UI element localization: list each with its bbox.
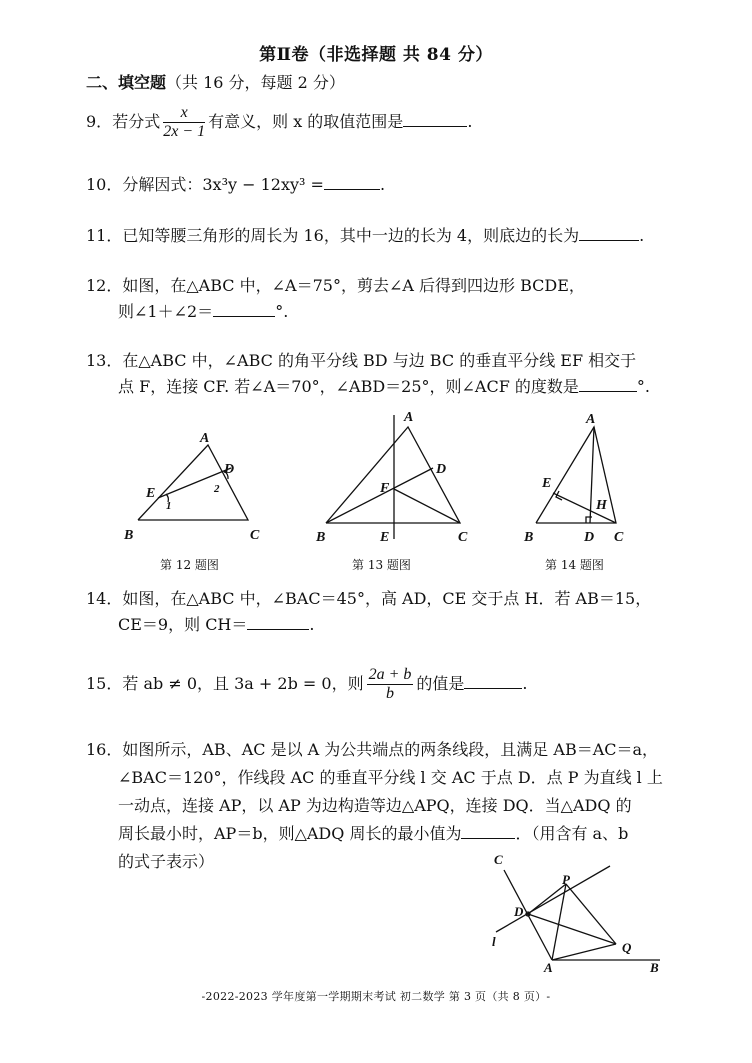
question-11 xyxy=(86,223,644,249)
answer-blank[interactable] xyxy=(403,110,467,127)
figure-16 xyxy=(486,848,686,978)
label: A xyxy=(544,960,553,975)
label: F xyxy=(380,481,390,496)
fraction-numerator: x xyxy=(163,104,205,123)
answer-blank[interactable] xyxy=(324,173,380,190)
label: B xyxy=(524,530,534,545)
question-number: 16． xyxy=(86,740,123,759)
figure-12-labels xyxy=(123,431,260,543)
question-number: 12． xyxy=(86,276,123,295)
answer-blank[interactable] xyxy=(213,300,275,317)
label: P xyxy=(562,872,570,887)
geometry-figures-row xyxy=(110,405,670,555)
label: B xyxy=(316,530,326,545)
label: l xyxy=(492,934,496,949)
question-text: 点 F，连接 CF. 若∠A＝70°，∠ABD＝25°，则∠ACF 的度数是 xyxy=(118,377,579,396)
answer-blank[interactable] xyxy=(579,224,639,241)
question-end: . xyxy=(309,615,315,634)
figure-12-caption: 第 12 题图 xyxy=(160,558,219,572)
question-end: . xyxy=(379,175,386,194)
figure-13-caption: 第 13 题图 xyxy=(352,558,411,572)
label: D xyxy=(584,530,595,545)
question-end: . xyxy=(522,674,528,693)
fraction-numerator: 2a + b xyxy=(368,666,412,683)
question-text: 如图，在△ABC 中，∠BAC＝45°，高 AD，CE 交于点 H．若 AB＝15， xyxy=(122,589,652,608)
question-12 xyxy=(86,273,585,325)
question-text: CE＝9，则 CH＝ xyxy=(118,615,248,634)
question-text: 若 ab ≠ 0，且 3a + 2b = 0，则 xyxy=(122,674,364,693)
question-text: 在△ABC 中，∠ABC 的角平分线 BD 与边 BC 的垂直平分线 EF 相交于 xyxy=(122,351,637,370)
label: E xyxy=(146,486,156,501)
question-number: 13． xyxy=(86,351,123,370)
question-text: 周长最小时，AP＝b，则△ADQ 周长的最小值为 xyxy=(118,824,462,843)
question-number: 15． xyxy=(86,674,123,693)
label: D xyxy=(436,462,447,477)
label: C xyxy=(494,852,503,867)
label: D xyxy=(514,904,524,919)
figure-13-labels xyxy=(315,410,468,545)
label: C xyxy=(250,528,260,543)
question-text: 若分式 xyxy=(112,112,161,131)
question-number: 14． xyxy=(86,589,123,608)
question-9 xyxy=(86,104,472,141)
fraction-denominator: 2x − 1 xyxy=(163,123,206,140)
question-text: 有意义，则 x 的取值范围是 xyxy=(208,112,404,131)
figure-14-caption: 第 14 题图 xyxy=(545,558,604,572)
figure-14-labels xyxy=(523,412,624,545)
label: B xyxy=(124,528,134,543)
question-text: 的值是 xyxy=(416,674,465,693)
question-end: . xyxy=(639,226,645,245)
label: 1 xyxy=(166,500,172,512)
figure-12 xyxy=(138,445,248,520)
fraction-denominator: b xyxy=(385,685,394,702)
label: C xyxy=(458,530,468,545)
question-14 xyxy=(86,586,651,638)
section-note: （共 16 分，每题 2 分） xyxy=(166,73,345,92)
question-13 xyxy=(86,348,650,400)
question-text: ．（用含有 a、b xyxy=(515,824,629,843)
figure-13 xyxy=(326,415,460,539)
question-text: 则∠1＋∠2＝ xyxy=(118,302,214,321)
label: A xyxy=(200,431,210,446)
question-end: °. xyxy=(636,377,651,396)
section-heading xyxy=(86,70,345,93)
question-number: 11． xyxy=(86,226,123,245)
label: B xyxy=(650,960,659,975)
label: D xyxy=(224,462,235,477)
question-text: 如图，在△ABC 中，∠A＝75°，剪去∠A 后得到四边形 BCDE， xyxy=(122,276,585,295)
question-text: 如图所示，AB、AC 是以 A 为公共端点的两条线段，且满足 AB＝AC＝a， xyxy=(122,740,659,759)
fraction xyxy=(367,666,414,703)
answer-blank[interactable] xyxy=(579,375,637,392)
question-10 xyxy=(86,172,385,198)
label: A xyxy=(586,412,596,427)
label: E xyxy=(380,530,390,545)
label: C xyxy=(614,530,624,545)
question-number: 9． xyxy=(86,112,113,131)
question-text: 一动点，连接 AP，以 AP 为边构造等边△APQ，连接 DQ．当△ADQ 的 xyxy=(118,796,632,815)
label: A xyxy=(404,410,414,425)
label: 2 xyxy=(214,483,220,495)
question-text: 已知等腰三角形的周长为 16，其中一边的长为 4，则底边的长为 xyxy=(122,226,580,245)
answer-blank[interactable] xyxy=(464,672,522,689)
label: Q xyxy=(622,940,632,955)
section-name: 二、填空题 xyxy=(86,73,167,92)
label: H xyxy=(596,498,607,513)
answer-blank[interactable] xyxy=(461,822,515,839)
question-15 xyxy=(86,666,527,703)
label: E xyxy=(542,476,552,491)
figure-16-labels xyxy=(492,852,659,975)
question-end: . xyxy=(467,112,473,131)
question-end: °. xyxy=(275,302,289,321)
question-number: 10． xyxy=(86,175,123,194)
question-text: 的式子表示） xyxy=(118,852,215,871)
fraction xyxy=(163,104,205,141)
page-footer: -2022-2023 学年度第一学期期末考试 初二数学 第 3 页（共 8 页）- xyxy=(201,990,551,1003)
answer-blank[interactable] xyxy=(247,613,309,630)
question-text: 分解因式：3x³y − 12xy³ = xyxy=(122,175,324,194)
question-text: ∠BAC＝120°，作线段 AC 的垂直平分线 l 交 AC 于点 D．点 P 为直线 l 上 xyxy=(118,768,663,787)
page-title: 第Ⅱ卷（非选择题 共 84 分） xyxy=(259,45,493,65)
